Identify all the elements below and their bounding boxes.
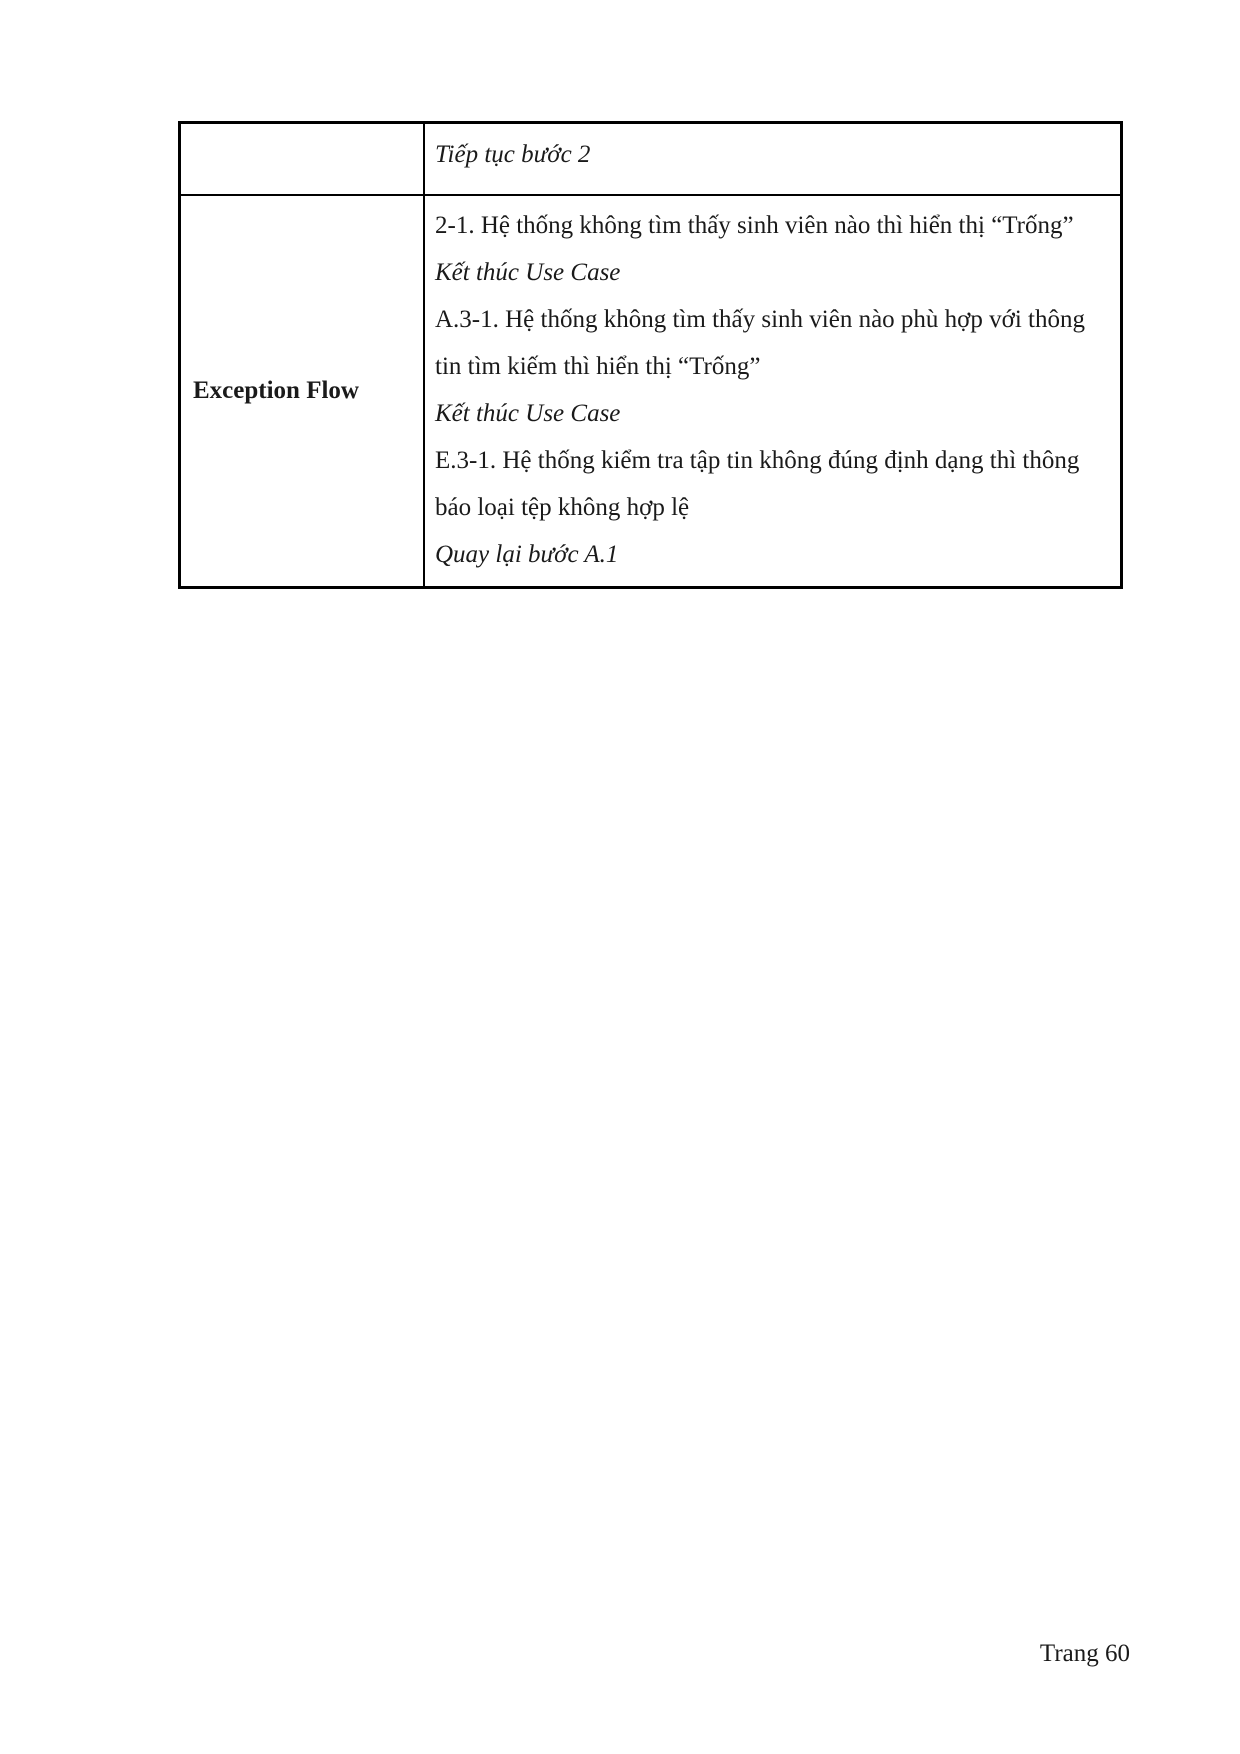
row-content-cell (424, 195, 1122, 588)
table-row (180, 195, 1122, 588)
use-case-table (178, 121, 1123, 589)
row-label-cell (180, 123, 425, 196)
content-line: E.3-1. Hệ thống kiểm tra tập tin không đúng định dạng thì thông (435, 447, 1080, 474)
page-number: Trang 60 (1039, 1640, 1130, 1667)
content-line: tin tìm kiếm thì hiển thị “Trống” (435, 353, 761, 380)
table-row (180, 123, 1122, 196)
content-line: Kết thúc Use Case (435, 259, 621, 286)
content-line: Kết thúc Use Case (435, 400, 621, 427)
row-content-cell (424, 123, 1122, 196)
exception-flow-label: Exception Flow (193, 377, 359, 404)
content-line: Tiếp tục bước 2 (435, 141, 591, 168)
content-line: Quay lại bước A.1 (435, 541, 619, 568)
content-line: 2-1. Hệ thống không tìm thấy sinh viên nào thì hiển thị “Trống” (435, 212, 1074, 239)
content-line: báo loại tệp không hợp lệ (435, 494, 690, 521)
row-label-cell (180, 195, 425, 588)
content-line: A.3-1. Hệ thống không tìm thấy sinh viên nào phù hợp với thông (435, 306, 1085, 333)
